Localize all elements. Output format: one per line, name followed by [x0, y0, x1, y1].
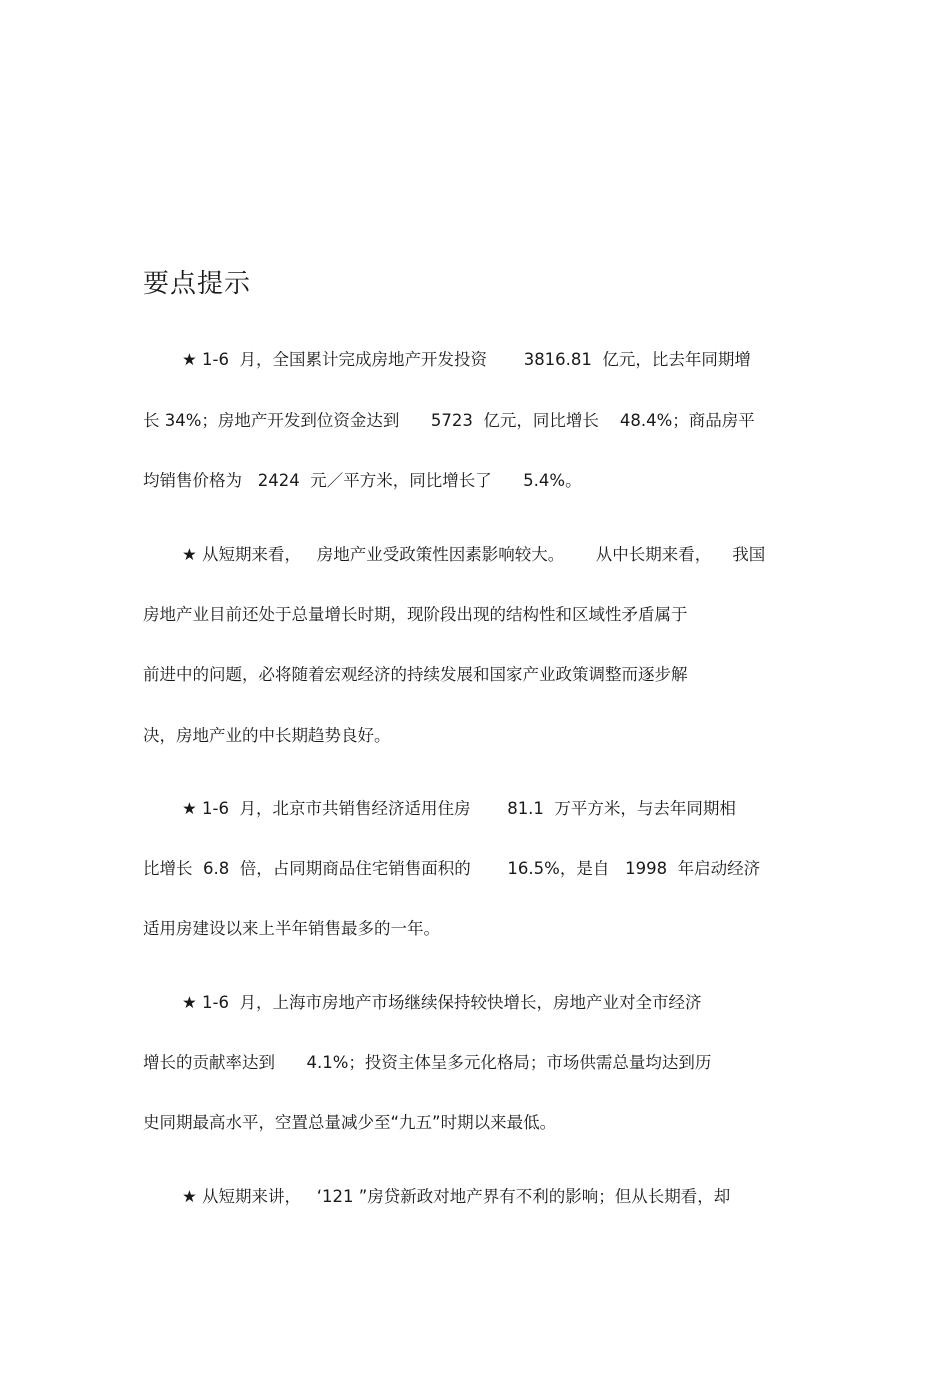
paragraph-1-line-2: 长 34%；房地产开发到位资金达到 5723 亿元，同比增长 48.4%；商品房平 [143, 411, 755, 430]
paragraph-4-line-1: ★ 1-6 月，上海市房地产市场继续保持较快增长，房地产业对全市经济 [182, 993, 702, 1012]
paragraph-5-line-1: ★ 从短期来讲， ‘121 ”房贷新政对地产界有不利的影响；但从长期看，却 [182, 1187, 731, 1206]
paragraph-1-line-1: ★ 1-6 月，全国累计完成房地产开发投资 3816.81 亿元，比去年同期增 [182, 350, 751, 369]
paragraph-2-line-1: ★ 从短期来看， 房地产业受政策性因素影响较大。 从中长期来看， 我国 [182, 545, 766, 564]
paragraph-3-line-2: 比增长 6.8 倍，占同期商品住宅销售面积的 16.5%，是自 1998 年启动经济 [143, 859, 761, 878]
paragraph-2-line-4: 决，房地产业的中长期趋势良好。 [143, 726, 391, 745]
paragraph-4-line-2: 增长的贡献率达到 4.1%；投资主体呈多元化格局；市场供需总量均达到历 [143, 1053, 712, 1072]
paragraph-3-line-1: ★ 1-6 月，北京市共销售经济适用住房 81.1 万平方米，与去年同期相 [182, 799, 736, 818]
page-title: 要点提示 [143, 269, 252, 299]
paragraph-2-line-2: 房地产业目前还处于总量增长时期，现阶段出现的结构性和区域性矛盾属于 [143, 605, 688, 624]
paragraph-3-line-3: 适用房建设以来上半年销售最多的一年。 [143, 919, 440, 938]
paragraph-2-line-3: 前进中的问题，必将随着宏观经济的持续发展和国家产业政策调整而逐步解 [143, 665, 688, 684]
paragraph-1-line-3: 均销售价格为 2424 元／平方米，同比增长了 5.4%。 [143, 471, 582, 490]
paragraph-4-line-3: 史同期最高水平，空置总量减少至“九五”时期以来最低。 [143, 1113, 557, 1132]
